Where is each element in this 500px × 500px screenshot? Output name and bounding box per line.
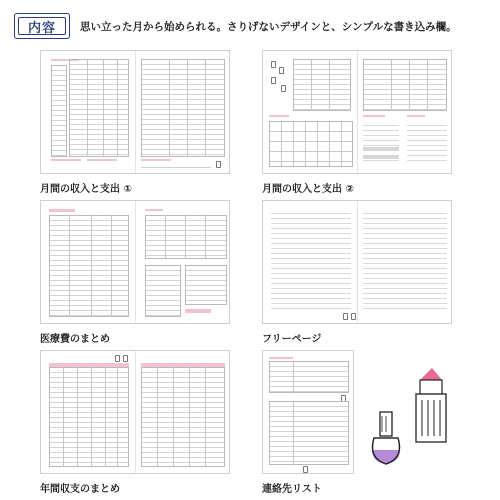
caption-contacts: 連絡先リスト	[262, 484, 322, 495]
caption-annual: 年間収支のまとめ	[40, 484, 120, 495]
caption-free: フリーページ	[262, 334, 322, 345]
page-thumbnail-contacts	[262, 350, 354, 474]
lipstick-icon	[416, 368, 446, 442]
section-tagline: 思い立った月から始められる。さりげないデザインと、シンプルな書き込み欄。	[80, 20, 457, 33]
page-thumbnail-medical	[40, 200, 230, 324]
page-thumbnail-monthly-2	[262, 50, 452, 174]
page-thumbnail-free	[262, 200, 452, 324]
caption-monthly-2: 月間の収入と支出 ②	[262, 184, 354, 195]
caption-monthly-1: 月間の収入と支出 ①	[40, 184, 132, 195]
section-header	[14, 13, 457, 39]
caption-medical: 医療費のまとめ	[40, 334, 110, 345]
cosmetics-illustration	[360, 360, 470, 470]
contents-badge	[14, 13, 70, 39]
contents-badge-label: 内容	[27, 20, 56, 36]
page-thumbnail-annual	[40, 350, 230, 474]
page-thumbnail-monthly-1	[40, 50, 230, 174]
nail-polish-icon	[372, 412, 400, 464]
